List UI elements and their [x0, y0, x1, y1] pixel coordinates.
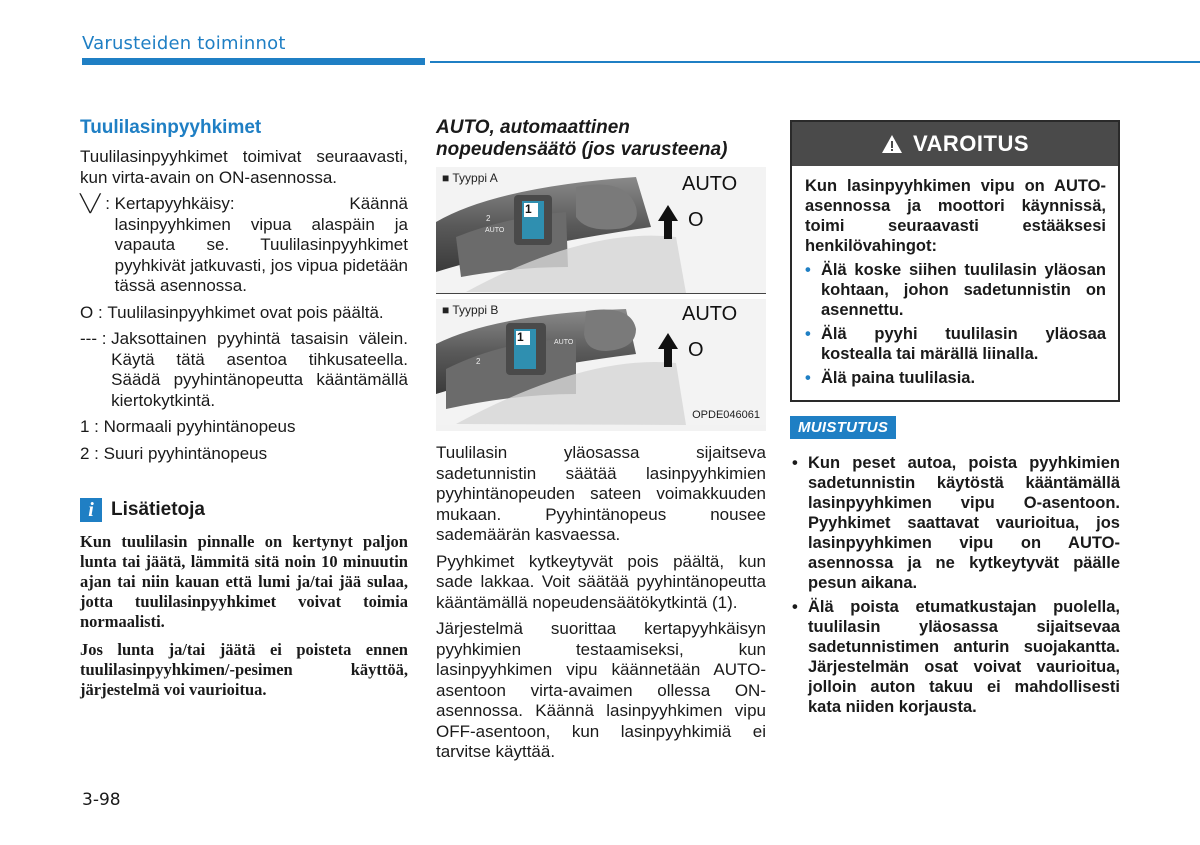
info-heading: [80, 498, 408, 522]
stalk-auto-text-a: AUTO: [485, 227, 505, 234]
warning-bullet-text: Älä paina tuulilasia.: [821, 369, 976, 387]
note-badge: MUISTUTUS: [790, 416, 896, 439]
stalk-speed2-text-b: 2: [476, 357, 481, 366]
wiper-stalk-figure: [436, 167, 766, 431]
definition-row: [80, 194, 408, 297]
definition-text: Jaksottainen pyyhintä tasaisin välein. Käytä tätä asentoa tihkusateella. Säädä pyyhintänopeutta kääntämällä kiertokytkintä.: [111, 329, 408, 410]
callout-number-a: 1: [525, 202, 532, 216]
definition-key: ╲╱ :: [80, 194, 115, 213]
definition-text: Kertapyyhkäisy: Käännä lasinpyyhkimen vipua alaspäin ja vapauta se. Tuulilasinpyyhkimet pyyhkivät jatkuvasti, jos vipua pidetään tässä asennossa.: [114, 194, 408, 295]
callout-number-b: 1: [517, 330, 524, 344]
definition-row: [80, 303, 408, 324]
header-rule-thick: [82, 58, 425, 65]
definition-key: O :: [80, 302, 108, 322]
warning-box: [790, 120, 1120, 402]
stalk-auto-text-b: AUTO: [554, 339, 574, 346]
bullet-dot: •: [805, 261, 811, 279]
stalk-speed2-text-a: 2: [486, 214, 491, 223]
warning-triangle-icon: [881, 134, 903, 154]
warning-body: [792, 166, 1118, 400]
info-paragraph-2: Jos lunta ja/tai jäätä ei poisteta ennen tuulilasinpyyhkimen/-pesimen käyttöä, järjestelmä voi vaurioitua.: [80, 640, 408, 699]
left-column: [80, 115, 408, 708]
speed-high: 2 : Suuri pyyhintänopeus: [80, 443, 268, 463]
auto-paragraph-3: Järjestelmä suorittaa kertapyyhkäisyn pyyhkimien testaamiseksi, kun lasinpyyhkimen vipu käännetään AUTO-asentoon virta-avaimen ollessa ON-asennossa. Käännä lasinpyyhkimen vipu OFF-asentoon, kun lasinpyyhkimiä ei tarvitse käyttää.: [436, 619, 766, 761]
warning-bullet: [805, 260, 1106, 320]
section-title-auto: AUTO, automaattinen nopeudensäätö (jos varusteena): [436, 117, 728, 160]
page-number: 3-98: [82, 790, 121, 810]
info-paragraph-1: Kun tuulilasin pinnalle on kertynyt paljon lunta tai jäätä, lämmitä sitä noin 10 minuutin ajan tai niin kauan että lumi ja/tai jää sulaa, jotta tuulilasinpyyhkimet voivat toimia normaalisti.: [80, 532, 408, 631]
warning-bullet: [805, 368, 1106, 388]
label-off-b: O: [688, 339, 704, 361]
right-column: [790, 120, 1120, 721]
section-header: Varusteiden toiminnot: [82, 33, 286, 54]
wiper-position-list: [80, 194, 408, 464]
figure-panel-type-b: [436, 299, 766, 425]
note-bullet: [792, 453, 1120, 593]
note-bullet: [792, 597, 1120, 717]
warning-header: [792, 122, 1118, 166]
figure-code: OPDE046061: [692, 409, 760, 421]
warning-bullet: [805, 324, 1106, 364]
auto-paragraph-2: Pyyhkimet kytkeytyvät pois päältä, kun sade lakkaa. Voit säätää pyyhintänopeutta kääntämällä nopeudensäätökytkintä (1).: [436, 551, 766, 612]
header-rule-thin: [430, 61, 1200, 63]
warning-bullet-text: Älä koske siihen tuulilasin yläosan kohtaan, johon sadetunnistin on asennettu.: [821, 261, 1106, 319]
figure-label-type-b: ■ Tyyppi B: [442, 303, 499, 317]
label-auto-b: AUTO: [682, 303, 738, 325]
section-title-wipers: Tuulilasinpyyhkimet: [80, 117, 262, 138]
bullet-dot: •: [792, 454, 798, 472]
bullet-dot: •: [792, 598, 798, 616]
info-icon: i: [80, 498, 102, 522]
figure-panel-type-a: [436, 167, 766, 293]
label-off-a: O: [688, 209, 704, 231]
label-auto-a: AUTO: [682, 173, 738, 195]
speed-normal: 1 : Normaali pyyhintänopeus: [80, 417, 296, 436]
note-list: [790, 453, 1120, 717]
intro-paragraph: Tuulilasinpyyhkimet toimivat seuraavasti, kun virta-avain on ON-asennossa.: [80, 147, 408, 187]
warning-intro: Kun lasinpyyhkimen vipu on AUTO-asennossa ja moottori käynnissä, toimi seuraavasti estääksesi henkilövahingot:: [805, 177, 1106, 255]
warning-bullet-text: Älä pyyhi tuulilasin yläosaa kostealla tai märällä liinalla.: [821, 325, 1106, 363]
bullet-dot: •: [805, 369, 811, 387]
definition-key: --- :: [80, 329, 112, 348]
middle-column: [436, 115, 766, 769]
note-bullet-text: Älä poista etumatkustajan puolella, tuulilasin yläosassa sijaitsevaa sadetunnistimen anturin suojakantta. Järjestelmän osat voivat vaurioitua, jolloin auton takuu ei mahdollisesti kata niiden korjausta.: [808, 598, 1120, 716]
figure-label-type-a: ■ Tyyppi A: [442, 171, 498, 185]
definition-row: [80, 329, 408, 411]
info-title: Lisätietoja: [111, 499, 205, 520]
auto-paragraph-1: Tuulilasin yläosassa sijaitseva sadetunnistin säätää lasinpyyhkimien pyyhintänopeuden sateen voimakkuuden mukaan. Pyyhintänopeus nousee sademäärän kasvaessa.: [436, 443, 766, 544]
definition-text: Tuulilasinpyyhkimet ovat pois päältä.: [107, 302, 384, 322]
warning-title: VAROITUS: [912, 131, 1030, 156]
note-bullet-text: Kun peset autoa, poista pyyhkimien sadetunnistin käytöstä kääntämällä lasinpyyhkimen vipu O-asentoon. Pyyhkimet saattavat vaurioitua, jos lasinpyyhkimen vipu on AUTO-asennossa ja ne kytkeytyvät päälle pesun aikana.: [808, 454, 1120, 592]
bullet-dot: •: [805, 325, 811, 343]
